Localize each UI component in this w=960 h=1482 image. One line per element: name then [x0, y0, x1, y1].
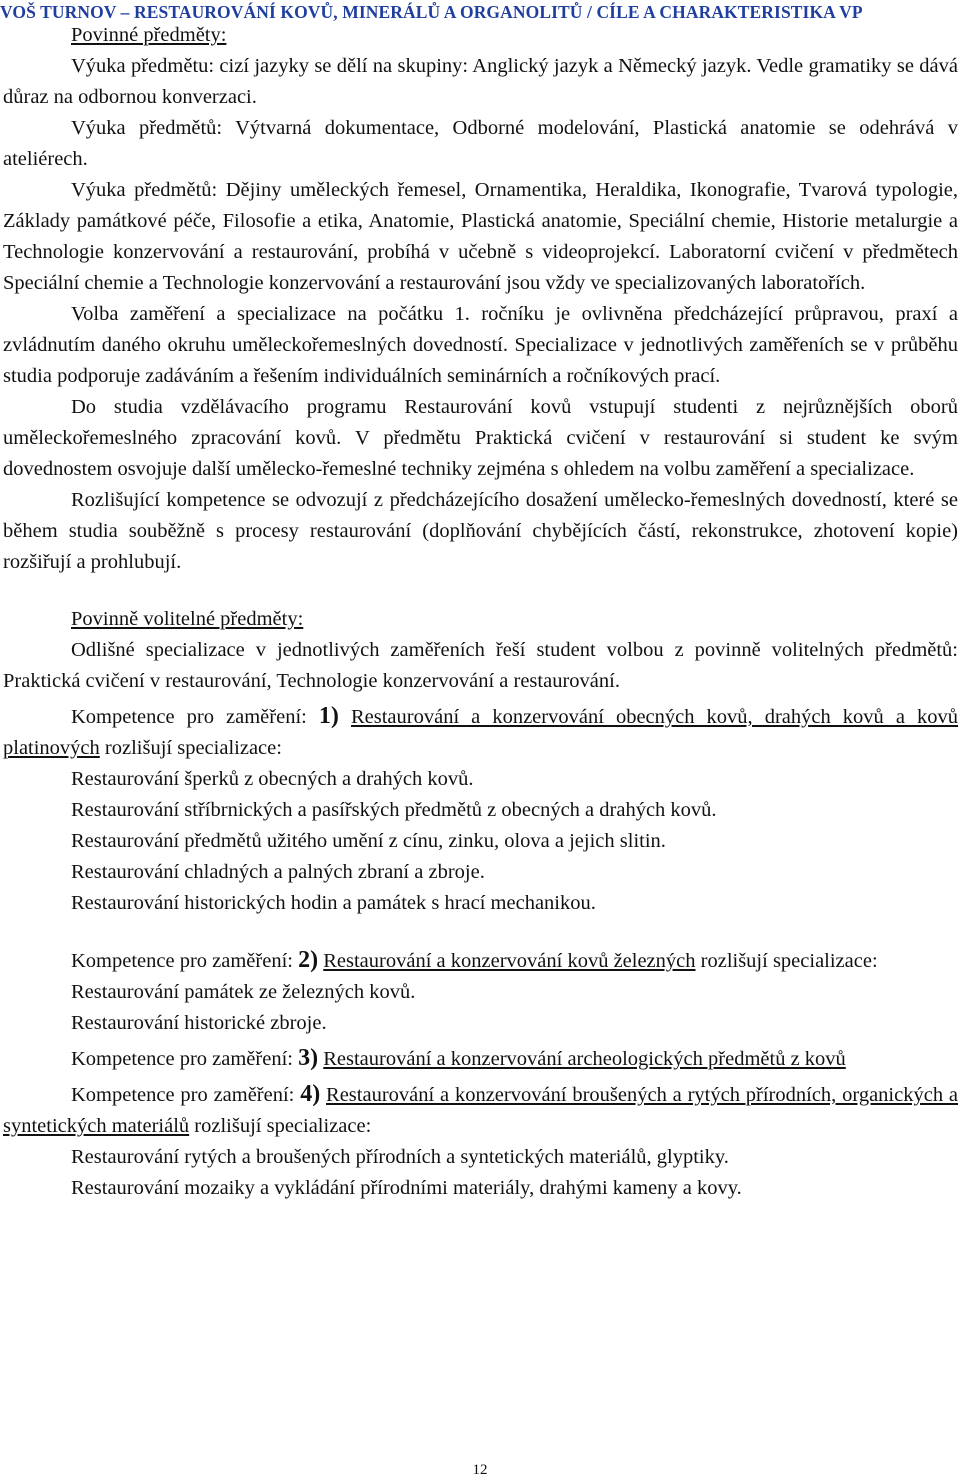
section-heading-elective: Povinně volitelné předměty: — [71, 608, 304, 630]
running-header: VOŠ TURNOV – RESTAUROVÁNÍ KOVŮ, MINERÁLŮ A ORGANOLITŮ / CÍLE A CHARAKTERISTIKA VP — [0, 2, 863, 22]
paragraph-languages: Výuka předmětu: cizí jazyky se dělí na skupiny: Anglický jazyk a Německý jazyk. Vedle gramatiky se dává důraz na odbornou konverzaci. — [3, 55, 958, 108]
competence-4 — [3, 1079, 958, 1142]
list-item: Restaurování šperků z obecných a drahých kovů. — [71, 768, 474, 790]
list-item: Restaurování památek ze železných kovů. — [71, 981, 416, 1003]
list-item: Restaurování historické zbroje. — [71, 1012, 327, 1034]
document-body — [3, 20, 958, 1204]
competence-title: Restaurování a konzervování archeologických předmětů z kovů — [323, 1048, 846, 1070]
competence-title: Restaurování a konzervování kovů železných — [323, 950, 696, 972]
list-item: Restaurování historických hodin a památek s hrací mechanikou. — [71, 892, 596, 914]
paragraph-ateliers: Výuka předmětů: Výtvarná dokumentace, Odborné modelování, Plastická anatomie se odehrává v ateliérech. — [3, 117, 958, 170]
list-item: Restaurování rytých a broušených přírodních a syntetických materiálů, glyptiky. — [71, 1146, 729, 1168]
paragraph-study-entry: Do studia vzdělávacího programu Restaurování kovů vstupují studenti z nejrůznějších oborů uměleckořemeslného zpracování kovů. V předmětu Praktická cvičení v restaurování si student ke svým dovednostem osvojuje další umělecko-řemeslné techniky zejména s ohledem na volbu zaměření a specializace. — [3, 396, 958, 480]
list-item: Restaurování mozaiky a vykládání přírodními materiály, drahými kameny a kovy. — [71, 1177, 742, 1199]
list-item: Restaurování předmětů užitého umění z cínu, zinku, olova a jejich slitin. — [71, 830, 666, 852]
competence-1 — [3, 701, 958, 764]
paragraph-classroom-subjects: Výuka předmětů: Dějiny uměleckých řemesel, Ornamentika, Heraldika, Ikonografie, Tvarová typologie, Základy památkové péče, Filosofie a etika, Anatomie, Plastická anatomie, Speciální chemie, Historie metalurgie a Technologie konzervování a restaurování, probíhá v učebně s videoprojekcí. Laboratorní cvičení v předmětech Speciální chemie a Technologie konzervování a restaurování jsou vždy ve specializovaných laboratořích. — [3, 179, 958, 294]
competence-prefix: Kompetence pro zaměření: — [71, 706, 307, 728]
list-item: Restaurování chladných a palných zbraní a zbroje. — [71, 861, 485, 883]
competence-suffix: rozlišují specializace: — [700, 950, 878, 972]
competence-number: 1) — [318, 703, 339, 729]
list-item: Restaurování stříbrnických a pasířských předmětů z obecných a drahých kovů. — [71, 799, 717, 821]
competence-suffix: rozlišují specializace: — [104, 737, 282, 759]
paragraph-elective-subjects: Odlišné specializace v jednotlivých zaměřeních řeší student volbou z povinně volitelných předmětů: Praktická cvičení v restaurování, Technologie konzervování a restaurování. — [3, 639, 958, 692]
competence-prefix: Kompetence pro zaměření: — [71, 1084, 295, 1106]
page-number: 12 — [472, 1462, 488, 1478]
competence-suffix: rozlišují specializace: — [194, 1115, 372, 1137]
competence-prefix: Kompetence pro zaměření: — [71, 1048, 293, 1070]
competence-number: 4) — [300, 1081, 321, 1107]
section-heading-required: Povinné předměty: — [71, 24, 227, 46]
competence-2 — [3, 945, 958, 977]
competence-title: Restaurování a konzervování obecných kovů, drahých kovů a kovů platinových — [3, 706, 959, 759]
competence-title: Restaurování a konzervování broušených a rytých přírodních, organických a syntetických materiálů — [3, 1084, 958, 1137]
paragraph-specialization-choice: Volba zaměření a specializace na počátku 1. ročníku je ovlivněna předcházející průpravou, praxí a zvládnutím daného okruhu uměleckořemeslných dovedností. Specializace v jednotlivých zaměřeních se v průběhu studia podporuje zadáváním a řešením individuálních seminárních a ročníkových prací. — [3, 303, 958, 387]
paragraph-distinguishing-competences: Rozlišující kompetence se odvozují z předcházejícího dosažení umělecko-řemeslných dovedností, které se během studia souběžně s procesy restaurování (doplňování chybějících částí, rekonstrukce, zhotovení kopie) rozšiřují a prohlubují. — [3, 489, 958, 573]
competence-prefix: Kompetence pro zaměření: — [71, 950, 293, 972]
competence-number: 3) — [298, 1045, 319, 1071]
competence-3 — [3, 1043, 958, 1075]
competence-number: 2) — [298, 947, 319, 973]
